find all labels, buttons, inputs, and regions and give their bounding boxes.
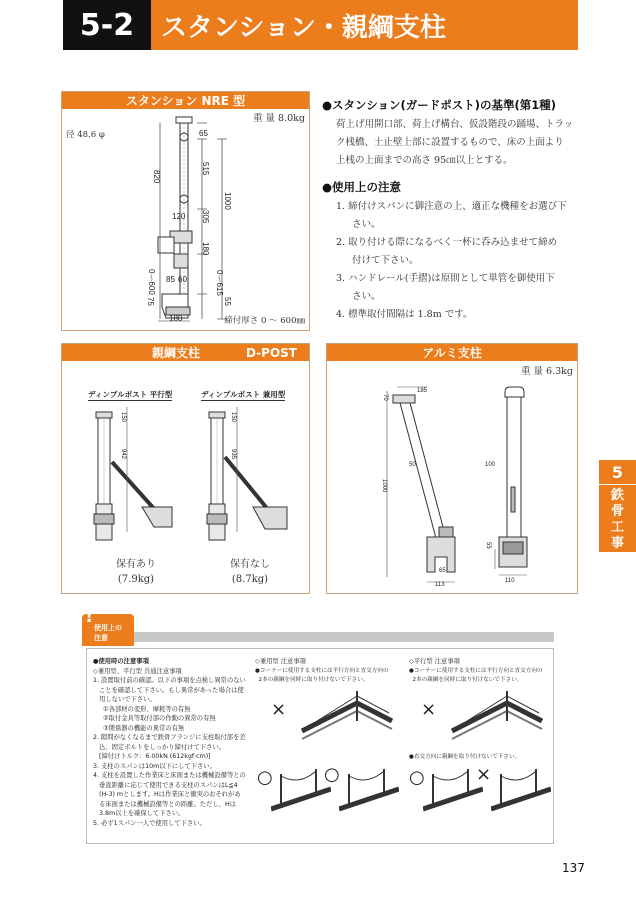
weight-label: 重 量 6.3kg	[521, 366, 573, 377]
caution-bar	[134, 632, 554, 642]
caution-line: 用しないで下さい。	[93, 696, 156, 703]
alumi-dim-1000: 1000	[381, 479, 387, 493]
page-number: 137	[562, 861, 585, 875]
span-ok-illustration	[271, 764, 331, 824]
dim-65: 65	[199, 129, 208, 138]
caution-col2-line: ●コーナーに使用する支柱には平行方向と直交方向の	[255, 667, 389, 674]
aluminium-post-drawing	[327, 377, 577, 592]
standard-text-line: ク桟橋、土止壁上部に設置するもので、床の上面より	[336, 137, 564, 148]
panel-stanchion-nre	[61, 91, 310, 331]
caution-line: 3.8m以上を確保して下さい。	[93, 810, 185, 817]
panel-title: 親綱支柱	[152, 346, 201, 360]
caution-badge-line: 使用上の	[94, 624, 122, 632]
dpost-parallel-retention: 保有あり	[116, 559, 156, 570]
caution-col3-line2: ●直交方向に親綱を取り付けないで下さい。	[409, 754, 521, 760]
dim-1000: 1000	[223, 192, 232, 210]
caution-col3-heading: ◇平行型 注意事項	[409, 658, 460, 665]
panel-aluminium-post	[326, 343, 578, 594]
alumi-dim-65: 65	[439, 568, 446, 574]
chapter-char: 工	[610, 520, 624, 535]
caution-icon: !	[85, 606, 94, 627]
dpost-dual-caption	[210, 557, 290, 587]
span-ng-illustration	[491, 764, 551, 824]
caution-badge-line: 注意	[94, 634, 108, 642]
dim-55: 55	[223, 297, 232, 306]
caution-line: 込、固定ボルトをしっかり締付けて下さい。	[93, 743, 225, 751]
usage-note-1-cont: さい。	[352, 219, 381, 230]
caution-line: 3. 支柱のスパンは10m以下にして下さい。	[93, 762, 216, 770]
usage-note-2-cont: 付けて下さい。	[352, 255, 419, 266]
weight-label: 重 量 8.0kg	[253, 113, 305, 124]
dpost-dual-label: ディンプルポスト 兼用型	[201, 390, 286, 399]
dim-0-615: 0～615	[215, 270, 224, 296]
chapter-side-tab	[599, 460, 636, 552]
usage-notes-heading: ●使用上の注意	[322, 180, 402, 194]
alumi-dim-100: 100	[485, 462, 496, 468]
caution-box	[86, 648, 554, 844]
dim-820: 820	[152, 170, 161, 184]
dim-75: 75	[146, 297, 155, 306]
dim-60: 60	[178, 275, 187, 284]
caution-col3-line: 2本の親綱を同時に取り付けないで下さい。	[409, 677, 523, 683]
caution-line: ②取付金具等取付部の作動の異常の有無	[93, 715, 216, 722]
caution-line: [締付けトルク：6.00kN (612kgf·cm)]	[93, 753, 211, 760]
dpost-parallel-dim-height: 942	[120, 449, 126, 460]
usage-note-3: 3. ハンドレール(手摺)は原則として単管を御使用下	[336, 273, 555, 284]
corner-ng-illustration	[447, 691, 547, 751]
dpost-parallel-label: ディンプルポスト 平行型	[88, 390, 173, 399]
span-ok-illustration	[423, 764, 483, 824]
alumi-dim-50: 50	[409, 462, 416, 468]
panel-title: スタンション NRE 型	[62, 92, 309, 109]
stanchion-standard-section	[322, 97, 582, 324]
alumi-dim-185: 185	[417, 388, 428, 394]
dim-120: 120	[172, 212, 186, 221]
alumi-dim-110: 110	[505, 578, 515, 584]
dpost-parallel-caption	[96, 557, 176, 587]
caution-line: ことを確認して下さい。もし異常があった場合は使	[93, 686, 244, 694]
ng-mark: ×	[476, 764, 492, 785]
dim-180-bottom: 180	[169, 314, 183, 323]
caution-line: ③関係器の機能の異常の有無	[93, 724, 185, 732]
dpost-dual-retention: 保有なし	[230, 559, 270, 570]
dpost-dual-dim-height: 935	[230, 449, 236, 460]
dim-515: 515	[201, 162, 210, 176]
caution-line: 5. 必ず1スパン一人で使用して下さい。	[93, 819, 206, 827]
caution-col2-heading: ◇兼用型 注意事項	[255, 658, 306, 665]
pipe-diameter-label: 径 48.6 φ	[66, 130, 105, 140]
caution-line: 4. 支柱を設置した作業床と床面または機械設備等との	[93, 772, 246, 779]
corner-ng-illustration	[297, 691, 397, 751]
dim-180: 180	[201, 242, 210, 256]
caution-line: 1. 設置取付前の確認。以下の事項を点検し異常のない	[93, 677, 246, 684]
alumi-dim-55: 55	[485, 542, 491, 549]
page-title: スタンション・親綱支柱	[151, 0, 578, 50]
stanchion-drawing	[62, 109, 309, 331]
caution-badge	[82, 606, 134, 646]
standard-heading: ●スタンション(ガードポスト)の基準(第1種)	[322, 98, 557, 112]
dpost-parallel-dim-top: 150	[120, 412, 126, 423]
dim-85: 85	[166, 275, 175, 284]
panel-d-post	[61, 343, 310, 594]
ok-mark: ○	[324, 764, 340, 785]
clamp-thickness-note: 締付厚さ 0 ～ 600㎜	[224, 316, 305, 326]
caution-line: 2. 隙間がなくなるまで鉄骨フランジに支柱取付部を差	[93, 734, 246, 741]
chapter-char: 鉄	[610, 488, 624, 503]
dpost-dual-weight: (8.7kg)	[231, 574, 269, 585]
usage-note-1: 1. 締付けスパンに御注意の上、適正な機種をお選び下	[336, 201, 567, 212]
caution-section	[82, 604, 558, 844]
chapter-number: 5	[599, 460, 636, 485]
standard-text-line: 上桟の上面までの高さ 95㎝以上とする。	[336, 155, 513, 166]
caution-line: (H-3) mとします。Hは作業床と衝突のおそれがあ	[93, 791, 241, 798]
dpost-parallel-weight: (7.9kg)	[117, 574, 155, 585]
chapter-char: 骨	[610, 504, 624, 519]
caution-line: ①各部材の変形、摩耗等の有無	[93, 705, 191, 713]
section-number: 5-2	[63, 0, 151, 50]
caution-line: る床面または機械設備等との距離。ただし、Hは	[93, 800, 236, 808]
standard-text-line: 荷上げ用開口部、荷上げ構台、仮設階段の踊場、トラッ	[336, 119, 574, 130]
dpost-dual-dim-top: 150	[230, 412, 236, 423]
dpost-dual-drawing	[195, 402, 305, 552]
ng-mark: ×	[421, 699, 437, 720]
caution-col3-line: ●コーナーに使用する支柱には平行方向と直交方向の	[409, 667, 543, 674]
ok-mark: ○	[257, 767, 273, 788]
caution-col1-subheading: ◇兼用型、平行型 共通注意事項	[93, 667, 182, 675]
caution-col1-heading: ●使用時の注意事項	[93, 658, 149, 665]
usage-note-4: 4. 標準取付間隔は 1.8m です。	[336, 309, 473, 320]
ng-mark: ×	[271, 699, 287, 720]
span-ok-illustration	[339, 764, 399, 824]
alumi-dim-113: 113	[435, 582, 445, 588]
panel-title: アルミ支柱	[327, 344, 577, 361]
usage-note-3-cont: さい。	[352, 291, 381, 302]
alumi-dim-70: 70	[382, 394, 388, 401]
caution-col2-line: 2本の親綱を同時に取り付けないで下さい。	[255, 677, 369, 683]
dim-305: 305	[201, 210, 210, 224]
model-name: D-POST	[246, 345, 297, 360]
dim-0-600: 0～600	[147, 269, 156, 295]
usage-note-2: 2. 取り付ける際になるべく一杯に呑み込ませて締め	[336, 237, 558, 248]
dpost-parallel-drawing	[82, 402, 192, 552]
chapter-char: 事	[610, 536, 624, 551]
ok-mark: ○	[409, 767, 425, 788]
caution-line: 垂直距離に応じて使用できる支柱のスパンはL≦4	[93, 781, 238, 789]
